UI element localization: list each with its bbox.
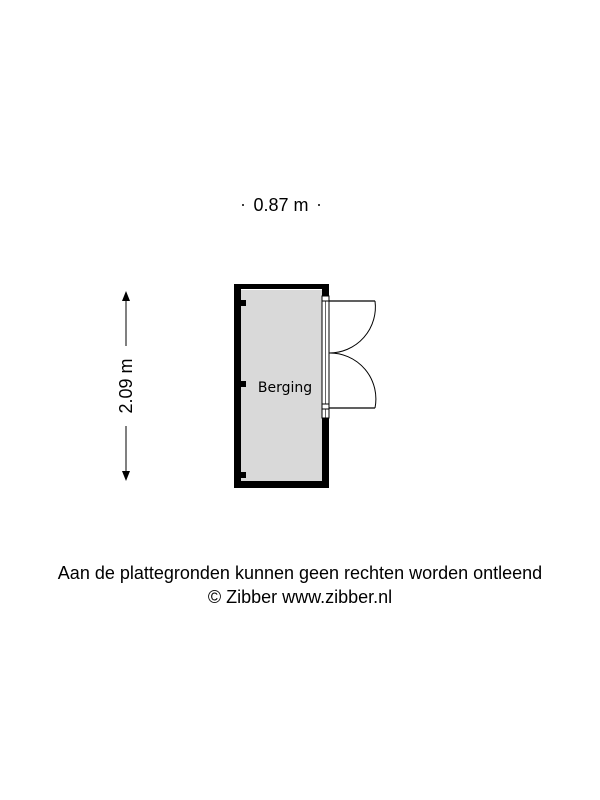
room-berging (234, 284, 376, 488)
door-swing-top (329, 301, 375, 353)
door-jamb-top (322, 296, 329, 301)
double-door (329, 301, 376, 408)
wall-post-middle-left (241, 381, 246, 387)
width-dimension (242, 195, 320, 215)
height-dimension-arrow-down (122, 471, 130, 481)
width-dimension-right-tick (318, 204, 320, 206)
wall-post-top-left (241, 300, 246, 306)
width-dimension-label: 0.87 m (253, 195, 309, 215)
copyright-text: © Zibber www.zibber.nl (207, 587, 393, 607)
height-dimension-arrow-up (122, 291, 130, 301)
wall-post-bottom-left (241, 472, 246, 478)
disclaimer-text: Aan de plattegronden kunnen geen rechten worden ontleend (57, 563, 543, 583)
door-jamb-bottom (322, 404, 329, 409)
height-dimension-label: 2.09 m (116, 358, 136, 414)
room-label: Berging (257, 380, 313, 396)
door-swing-bottom (329, 353, 376, 408)
width-dimension-left-tick (242, 204, 244, 206)
height-dimension (116, 291, 136, 481)
